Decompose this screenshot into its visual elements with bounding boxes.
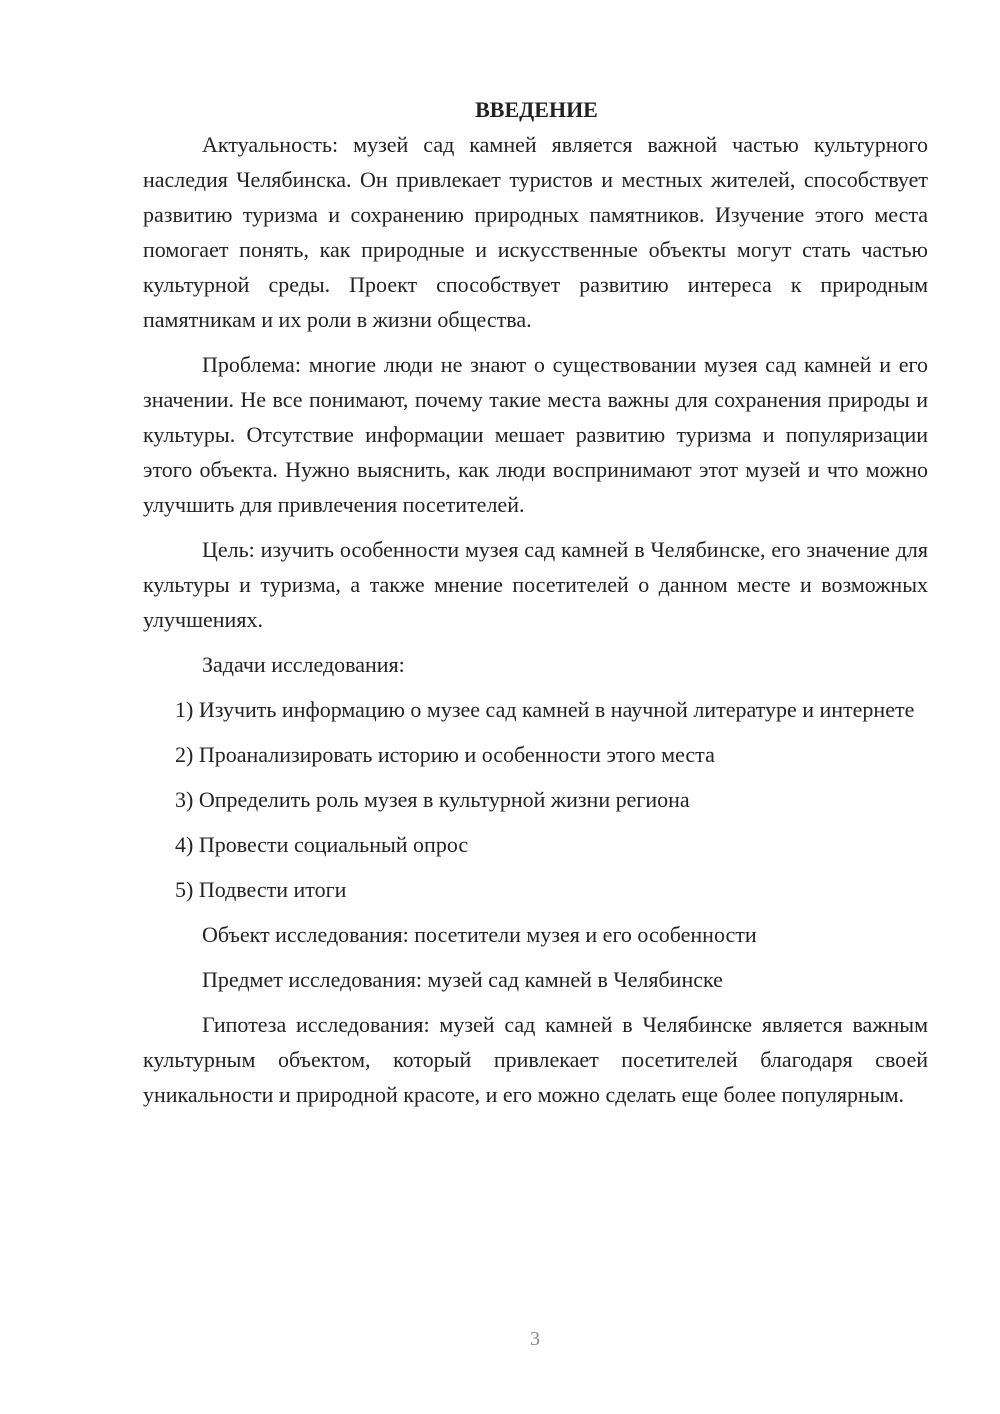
task-item: 2) Проанализировать историю и особенности этого места [175,742,715,767]
problem-paragraph: Проблема: многие люди не знают о существовании музея сад камней и его значении. Не все понимают, почему такие места важны для сохранения природы и культуры. Отсутствие информации мешает развитию туризма и популяризации этого объекта. Нужно выяснить, как люди воспринимают этот музей и что можно улучшить для привлечения посетителей. [143,352,928,517]
subject-line: Предмет исследования: музей сад камней в Челябинске [202,967,723,992]
object-line: Объект исследования: посетители музея и его особенности [202,922,757,947]
hypothesis-paragraph: Гипотеза исследования: музей сад камней в Челябинске является важным культурным объектом, который привлекает посетителей благодаря своей уникальности и природной красоте, и его можно сделать еще более популярным. [143,1012,928,1107]
goal-paragraph: Цель: изучить особенности музея сад камней в Челябинске, его значение для культуры и туризма, а также мнение посетителей о данном месте и возможных улучшениях. [143,537,928,632]
task-item: 1) Изучить информацию о музее сад камней в научной литературе и интернете [175,697,915,722]
task-item: 4) Провести социальный опрос [175,832,469,857]
relevance-paragraph: Актуальность: музей сад камней является важной частью культурного наследия Челябинска. Он привлекает туристов и местных жителей, способствует развитию туризма и сохранению природных памятников. Изучение этого места помогает понять, как природные и искусственные объекты могут стать частью культурной среды. Проект способствует развитию интереса к природным памятникам и их роли в жизни общества. [143,132,928,332]
page-number: 3 [530,1328,540,1350]
document-page [143,92,928,1122]
task-item: 5) Подвести итоги [175,877,347,902]
task-item: 3) Определить роль музея в культурной жизни региона [175,787,690,812]
tasks-heading: Задачи исследования: [202,652,405,677]
page-title: ВВЕДЕНИЕ [475,97,598,122]
